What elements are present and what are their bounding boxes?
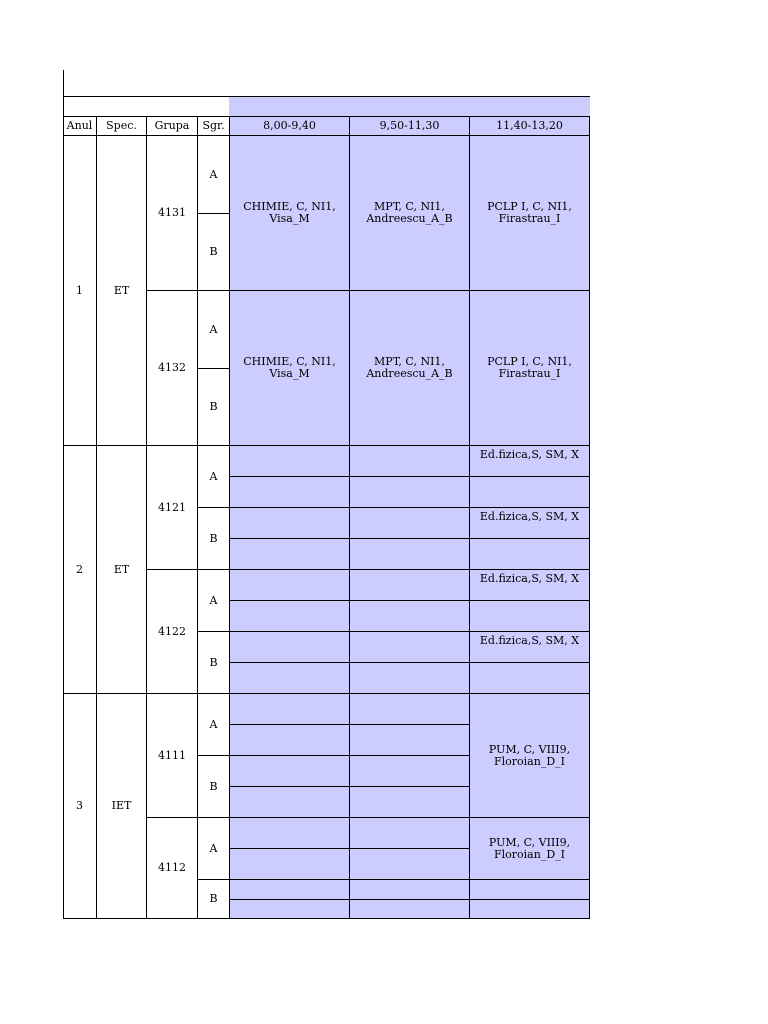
subgroup-cell: A (209, 167, 218, 181)
subgroup-cell: B (209, 245, 218, 258)
course-cell: MPT, C, NI1, Andreescu_A_B (366, 200, 453, 225)
subgroup-cell: A (209, 469, 218, 483)
course-cell: Ed.fizica,S, SM, X (479, 448, 580, 461)
group-cell: 4111 (158, 748, 186, 762)
subgroup-cell: A (209, 322, 218, 336)
grid-line (229, 662, 590, 663)
year-cell: 1 (76, 283, 83, 297)
subgroup-cell: B (209, 779, 218, 793)
spec-cell: IET (111, 799, 132, 812)
grid-line (63, 918, 590, 919)
subgroup-cell: A (209, 841, 218, 855)
grid-line (197, 879, 590, 880)
group-cell: 4121 (158, 500, 186, 514)
header-slot-1: 8,00-9,40 (263, 119, 316, 132)
subgroup-cell: B (209, 655, 218, 669)
group-cell: 4112 (158, 861, 186, 874)
course-cell: Ed.fizica,S, SM, X (479, 572, 580, 585)
course-cell: PCLP I, C, NI1, Firastrau_I (487, 200, 572, 225)
grid-line (197, 755, 470, 756)
course-cell: Ed.fizica,S, SM, X (479, 510, 580, 523)
course-cell: PUM, C, VIII9, Floroian_D_I (488, 835, 571, 861)
group-cell: 4132 (158, 361, 186, 374)
grid-line (229, 538, 590, 539)
group-cell: 4131 (158, 206, 186, 219)
header-slot-2: 9,50-11,30 (379, 119, 440, 132)
subgroup-cell: B (209, 400, 218, 413)
header-grupa: Grupa (154, 119, 190, 132)
year-cell: 3 (76, 799, 83, 812)
course-cell: PCLP I, C, NI1, Firastrau_I (487, 355, 572, 380)
header-anul: Anul (66, 119, 93, 132)
course-cell: PUM, C, VIII9, Floroian_D_I (488, 742, 571, 768)
grid-line (229, 476, 590, 477)
course-cell: CHIMIE, C, NI1, Visa_M (243, 355, 336, 380)
course-cell: CHIMIE, C, NI1, Visa_M (243, 200, 336, 225)
grid-line (229, 899, 590, 900)
subgroup-cell: A (209, 717, 218, 731)
grid-line (589, 116, 590, 919)
course-cell: MPT, C, NI1, Andreescu_A_B (366, 355, 453, 380)
course-cell: Ed.fizica,S, SM, X (479, 634, 580, 647)
spec-cell: ET (113, 283, 130, 297)
grid-line (63, 96, 590, 97)
spec-cell: ET (113, 562, 130, 576)
year-cell: 2 (76, 562, 83, 576)
subgroup-cell: A (209, 593, 218, 607)
group-cell: 4122 (158, 624, 186, 638)
header-slot-3: 11,40-13,20 (496, 119, 563, 132)
header-spec: Spec. (106, 119, 137, 132)
header-sgr: Sgr. (202, 119, 225, 132)
grid-line (229, 600, 590, 601)
subgroup-cell: B (209, 892, 218, 905)
subgroup-cell: B (209, 531, 218, 545)
title-band (229, 96, 590, 117)
